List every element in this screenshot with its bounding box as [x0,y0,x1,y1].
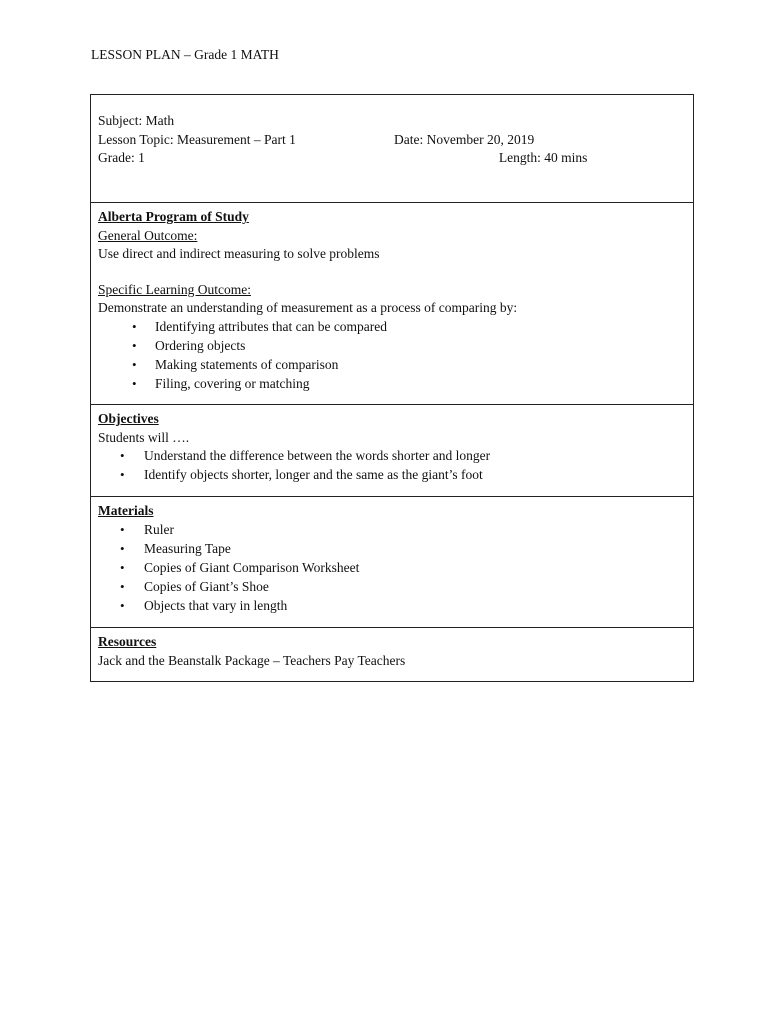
general-outcome-text: Use direct and indirect measuring to solve problems [98,246,380,261]
program-heading: Alberta Program of Study [98,209,249,224]
document-title: LESSON PLAN – Grade 1 MATH [91,47,279,62]
bullet-icon: • [120,559,125,575]
list-item: • Making statements of comparison [98,356,686,375]
bullet-icon: • [120,521,125,537]
specific-outcome-label: Specific Learning Outcome: [98,281,251,297]
lesson-plan-table [90,94,694,682]
resources-heading: Resources [98,634,157,649]
topic-date-row [98,131,686,150]
bullet-icon: • [120,540,125,556]
objectives-heading: Objectives [98,411,159,426]
specific-outcome-text: Demonstrate an understanding of measurement as a process of comparing by: [98,300,518,315]
resources-text: Jack and the Beanstalk Package – Teachers Pay Teachers [98,652,406,668]
bullet-icon: • [120,448,125,463]
list-item: • Ruler [98,521,686,540]
materials-heading: Materials [98,503,154,518]
objectives-intro: Students will …. [98,429,190,445]
bullet-icon: • [132,375,137,391]
list-item: • Copies of Giant Comparison Worksheet [98,559,686,578]
list-item: • Copies of Giant’s Shoe [98,578,686,597]
objectives-section [91,404,693,496]
grade-length-row [98,149,686,168]
list-item: • Objects that vary in length [98,597,686,616]
grade: Grade: 1 [98,150,145,165]
lesson-date: Date: November 20, 2019 [394,131,535,147]
objectives-list [98,447,686,485]
lesson-length: Length: 40 mins [498,150,588,165]
bullet-icon: • [120,467,125,482]
list-item: • Identify objects shorter, longer and the same as the giant’s foot [98,466,686,485]
materials-section [91,496,693,627]
lesson-topic: Lesson Topic: Measurement – Part 1 [98,131,296,147]
resources-section [91,627,693,681]
materials-list [98,521,686,616]
list-item: • Filing, covering or matching [98,375,686,394]
outcome-list [98,318,686,394]
bullet-icon: • [132,318,137,334]
list-item: • Understand the difference between the words shorter and longer [98,447,686,466]
list-item: • Identifying attributes that can be compared [98,318,686,337]
bullet-icon: • [132,356,137,372]
lesson-info-section [91,95,693,202]
general-outcome-label: General Outcome: [98,227,198,243]
program-of-study-section [91,202,693,404]
list-item: • Measuring Tape [98,540,686,559]
bullet-icon: • [120,597,125,613]
list-item: • Ordering objects [98,337,686,356]
bullet-icon: • [120,578,125,594]
bullet-icon: • [132,337,137,353]
subject-line: Subject: Math [98,113,175,128]
